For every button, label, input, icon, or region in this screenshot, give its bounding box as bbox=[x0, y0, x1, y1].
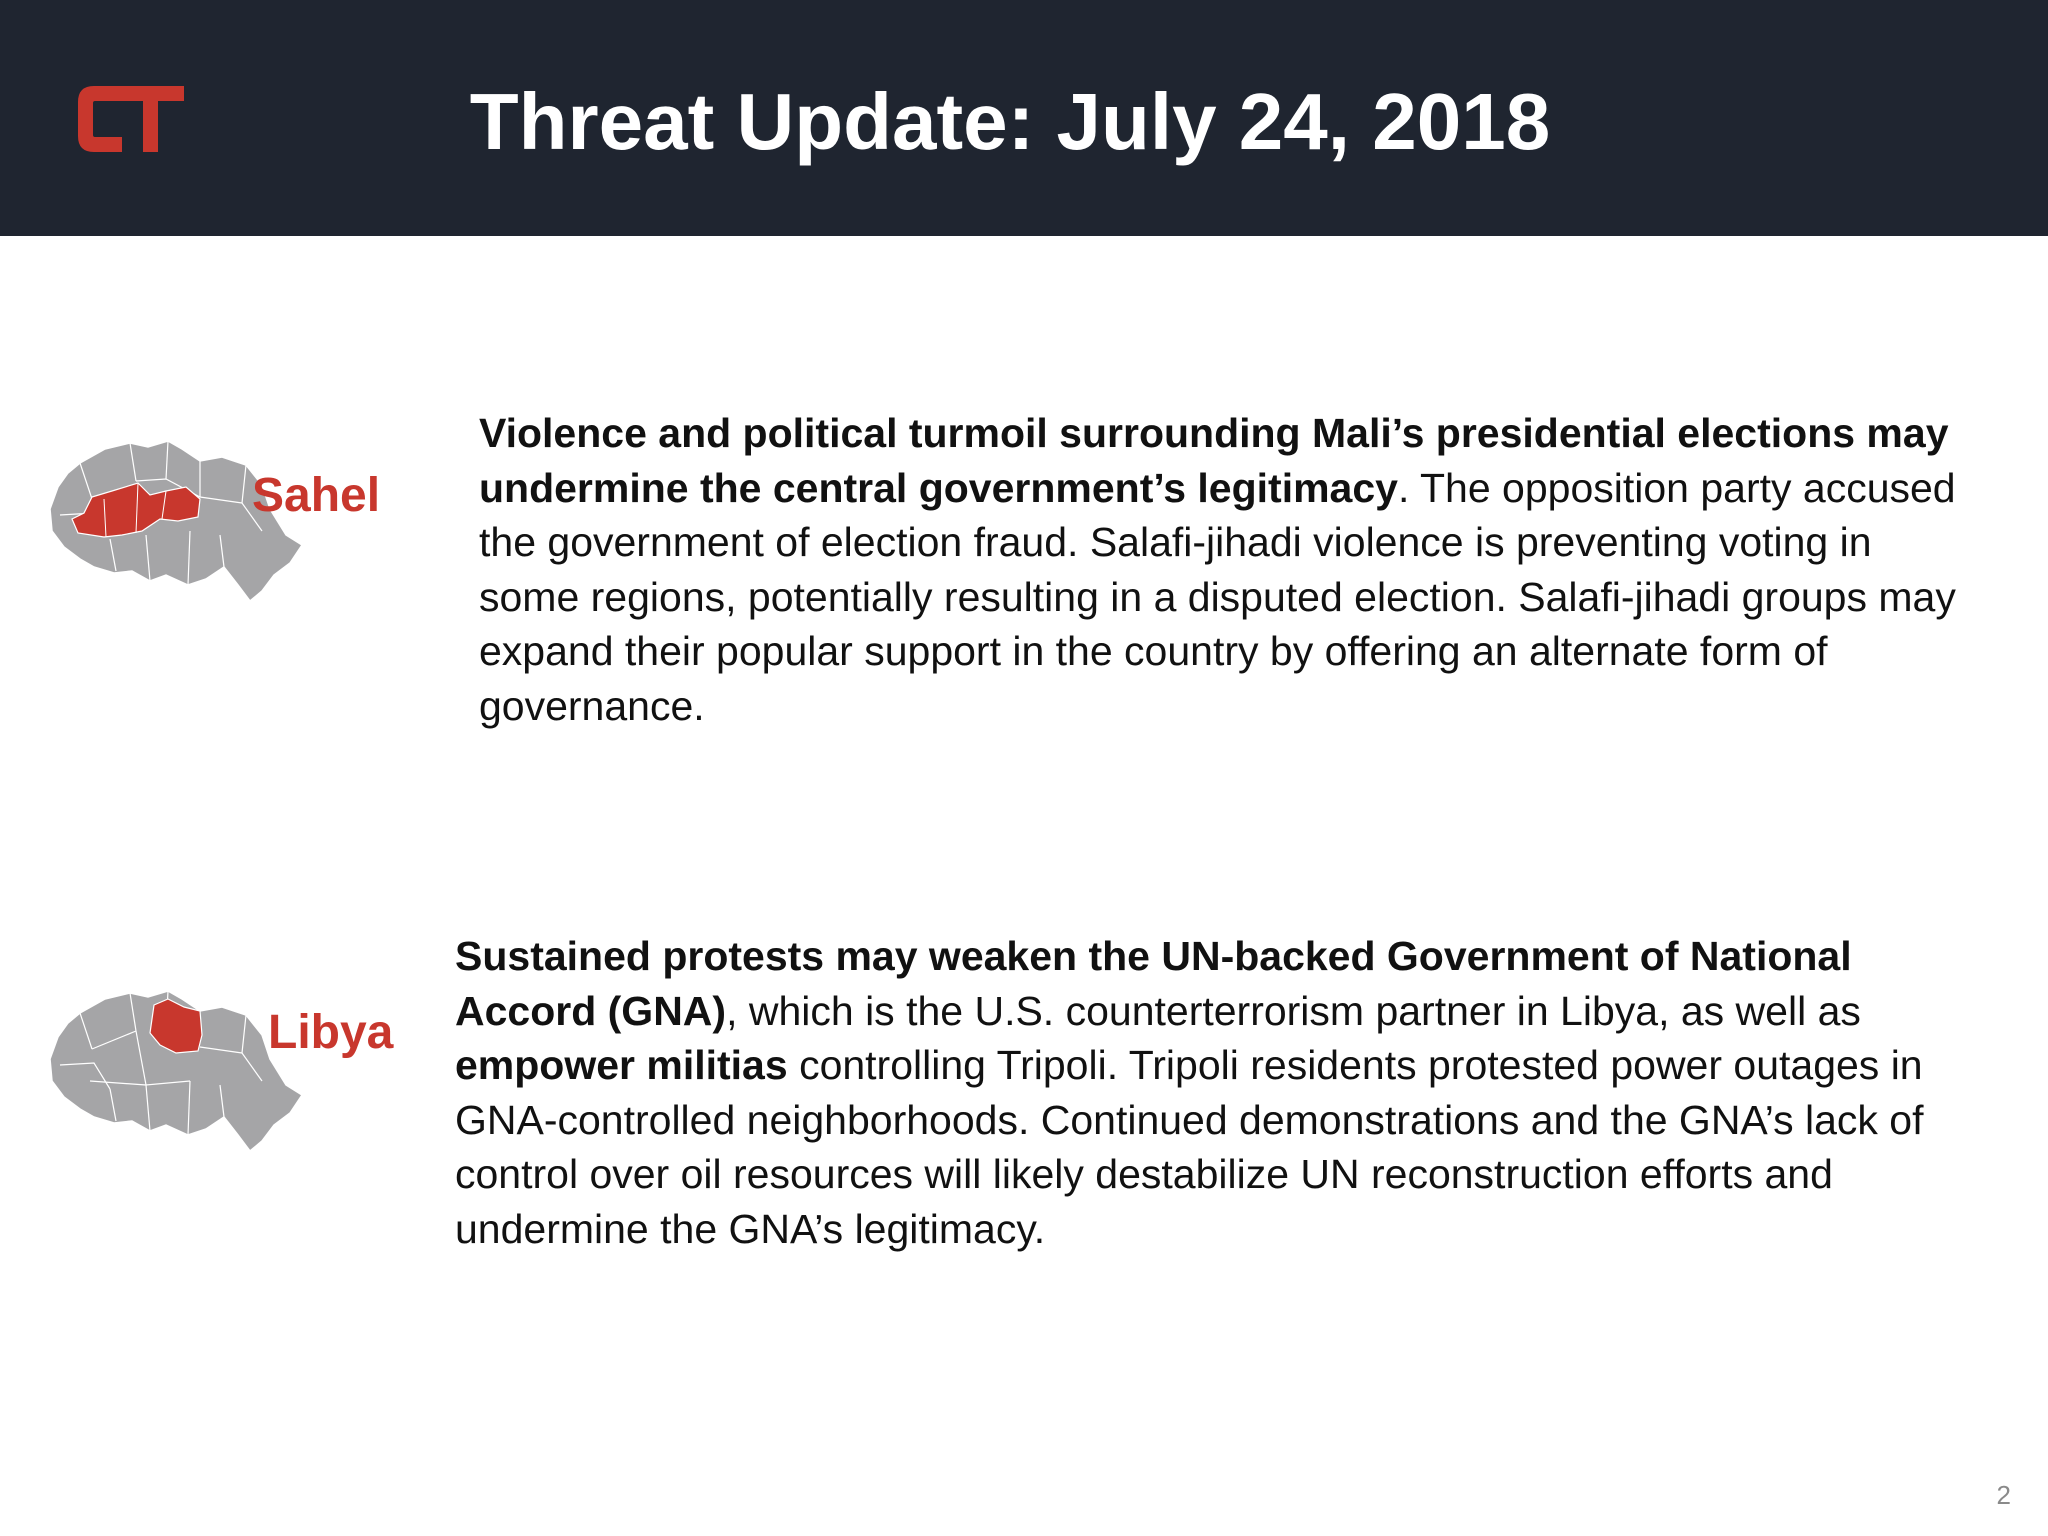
header-bar bbox=[0, 0, 2048, 236]
libya-bold-lead: Sustained protests may weaken the UN-backed Government of National Accord (GNA) bbox=[455, 933, 1852, 1034]
libya-bold-militias: empower militias bbox=[455, 1042, 788, 1088]
region-label-libya: Libya bbox=[268, 1006, 394, 1059]
libya-summary bbox=[455, 929, 1955, 1256]
libya-body-2: controlling Tripoli. Tripoli residents protested power outages in GNA-controlled neighborhoods. Continued demonstrations and the GNA’s lack of control over oil resources will likely destabilize UN reconstruction efforts and undermine the GNA’s legitimacy. bbox=[455, 1042, 1924, 1252]
libya-body-1: , which is the U.S. counterterrorism partner in Libya, as well as bbox=[726, 987, 1861, 1034]
region-label-sahel: Sahel bbox=[252, 469, 381, 522]
page-number: 2 bbox=[1996, 1480, 2011, 1510]
ct-logo bbox=[78, 86, 184, 152]
sahel-bold-lead: Violence and political turmoil surrounding Mali’s presidential elections may undermine the central government’s legitimacy bbox=[479, 410, 1949, 511]
africa-map-libya-icon bbox=[50, 985, 304, 1155]
page-title: Threat Update: July 24, 2018 bbox=[469, 77, 1551, 166]
sahel-body: . The opposition party accused the government of election fraud. Salafi-jihadi violence is preventing voting in some regions, potentially resulting in a disputed election. Salafi-jihadi groups may expand their popular support in the country by offering an alternate form of governance. bbox=[479, 464, 1956, 729]
sahel-summary bbox=[479, 406, 1959, 733]
